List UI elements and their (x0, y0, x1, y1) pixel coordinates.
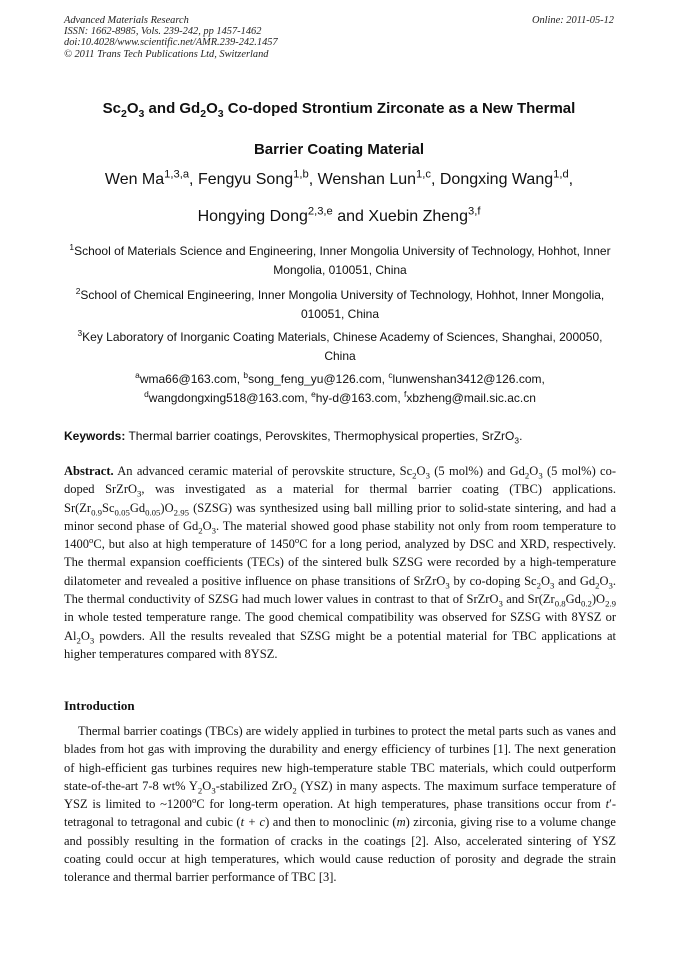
section-heading-introduction: Introduction (64, 698, 135, 713)
email-list: $^a$wma66@163.com, $^b$song_feng_yu@126.com, $^c$lunwenshan3412@126.com, $^d$wangdongxing518@163.com, $^e$hy-d@163.com, $^f$xbzheng@mail.sic.ac.cn (135, 370, 545, 405)
author-name: Dongxing Wang (439, 171, 554, 188)
abstract-label: Abstract. (64, 464, 114, 478)
affiliation-3: $^3$Key Laboratory of Inorganic Coating Materials, Chinese Academy of Sciences, Shanghai, 200050, China (77, 328, 603, 363)
author-line-1: Wen Ma$^{1,3,a}$, Fengyu Song$^{1,b}$, Wenshan Lun$^{1,c}$, Dongxing Wang$^{1,d}$, (104, 168, 574, 188)
abstract: Abstract. An advanced ceramic material of perovskite structure, $Sc_2O_3$ (5 mol%) and $Gd_2O_3$ (5 mol%) co-doped SrZrO$_3$, was investigated as a material for thermal barrier coating (TBC) applications. $Sr(Zr_{0.9}Sc_{0.05}Gd_{0.05})O_{2.95}$ (SZSG) was synthesized using ball milling prior to solid-state sintering, and had a minor second phase of $Gd_2O_3$. The material showed good phase stability not only from room temperature to 1400$^o$C, but also at high temperature of 1450$^o$C for a long period, analyzed by DSC and XRD, respectively. The thermal expansion coefficients (TECs) of the sintered bulk SZSG were recorded by a high-temperature dilatometer and revealed a positive influence on phase transitions of SrZrO$_3$ by co-doping $Sc_2O_3$ and $Gd_2O_3$. The thermal conductivity of SZSG had much lower values in contrast to that of SrZrO$_3$ and $Sr(Zr_{0.8}Gd_{0.2})O_{2.9}$ in whole tested temperature range. The good chemical compatibility was observed for SZSG with 8YSZ or $Al_2O_3$ powders. All the results revealed that SZSG might be a potential material for TBC applications at higher temperatures compared with 8YSZ. (64, 464, 617, 661)
issn-line: ISSN: 1662-8985, Vols. 239-242, pp 1457-1462 (64, 26, 262, 38)
author-list (40, 161, 638, 235)
journal-name: Advanced Materials Research (64, 15, 189, 26)
title-line-1: $Sc_2O_3$ and $Gd_2O_3$ Co-doped Strontium Zirconate as a New Thermal (102, 100, 576, 120)
introduction-paragraph: Thermal barrier coatings (TBCs) are widely applied in turbines to protect the metal parts such as vanes and blades from hot gas with improving the durability and energy efficiency of turbines [1]. The next generation of high-efficient gas turbines requires new high-temperature stable TBC materials, which could outperform state-of-the-art 7-8 wt% $Y_2O_3$-stabilized ZrO$_2$ (YSZ) in many aspects. The maximum surface temperature of YSZ is limited to ~1200$^o$C for long-term operation. At high temperatures, phase transitions occur from t′-tetragonal to tetragonal and cubic (t + c) and then to monoclinic (m) zirconia, giving rise to a volume change and possibly resulting in the formation of cracks in the coatings [2]. Also, accelerated sintering of YSZ coating could occur at high temperatures, which would cause reduction of porosity and degrade the strain tolerance and thermal barrier performance of TBC [3]. (64, 724, 617, 885)
author-name: Fengyu Song (197, 171, 294, 188)
email-link[interactable]: hy-d@163.com (315, 391, 398, 405)
keywords: Keywords: Thermal barrier coatings, Perovskites, Thermophysical properties, SrZrO$_3$. (64, 429, 523, 446)
online-date: Online: 2011-05-12 (531, 15, 614, 26)
affiliation-1: $^1$School of Materials Science and Engineering, Inner Mongolia University of Technology, Hohhot, Inner Mongolia, 010051, China (69, 242, 611, 277)
author-name: Wen Ma (104, 171, 165, 188)
doi-line: doi:10.4028/www.scientific.net/AMR.239-242.1457 (64, 37, 278, 49)
author-line-2: Hongying Dong$^{2,3,e}$ and Xuebin Zheng$^{3,f}$ (197, 205, 481, 225)
title-line-2: Barrier Coating Material (253, 141, 425, 158)
affiliation-2: $^2$School of Chemical Engineering, Inner Mongolia University of Technology, Hohhot, Inner Mongolia, 010051, China (75, 286, 605, 321)
email-link[interactable]: wma66@163.com (139, 372, 237, 386)
author-name: Hongying Dong (197, 208, 308, 225)
paper-title (40, 88, 638, 170)
keywords-label: Keywords: (64, 429, 126, 443)
email-link[interactable]: song_feng_yu@126.com (248, 372, 382, 386)
email-link[interactable]: xbzheng@mail.sic.ac.cn (406, 391, 536, 405)
author-name: Wenshan Lun (317, 171, 417, 188)
author-name: Xuebin Zheng (368, 208, 468, 225)
email-link[interactable]: lunwenshan3412@126.com (392, 372, 542, 386)
running-header (64, 15, 278, 60)
copyright-line: © 2011 Trans Tech Publications Ltd, Switzerland (64, 48, 269, 60)
email-link[interactable]: wangdongxing518@163.com (148, 391, 305, 405)
